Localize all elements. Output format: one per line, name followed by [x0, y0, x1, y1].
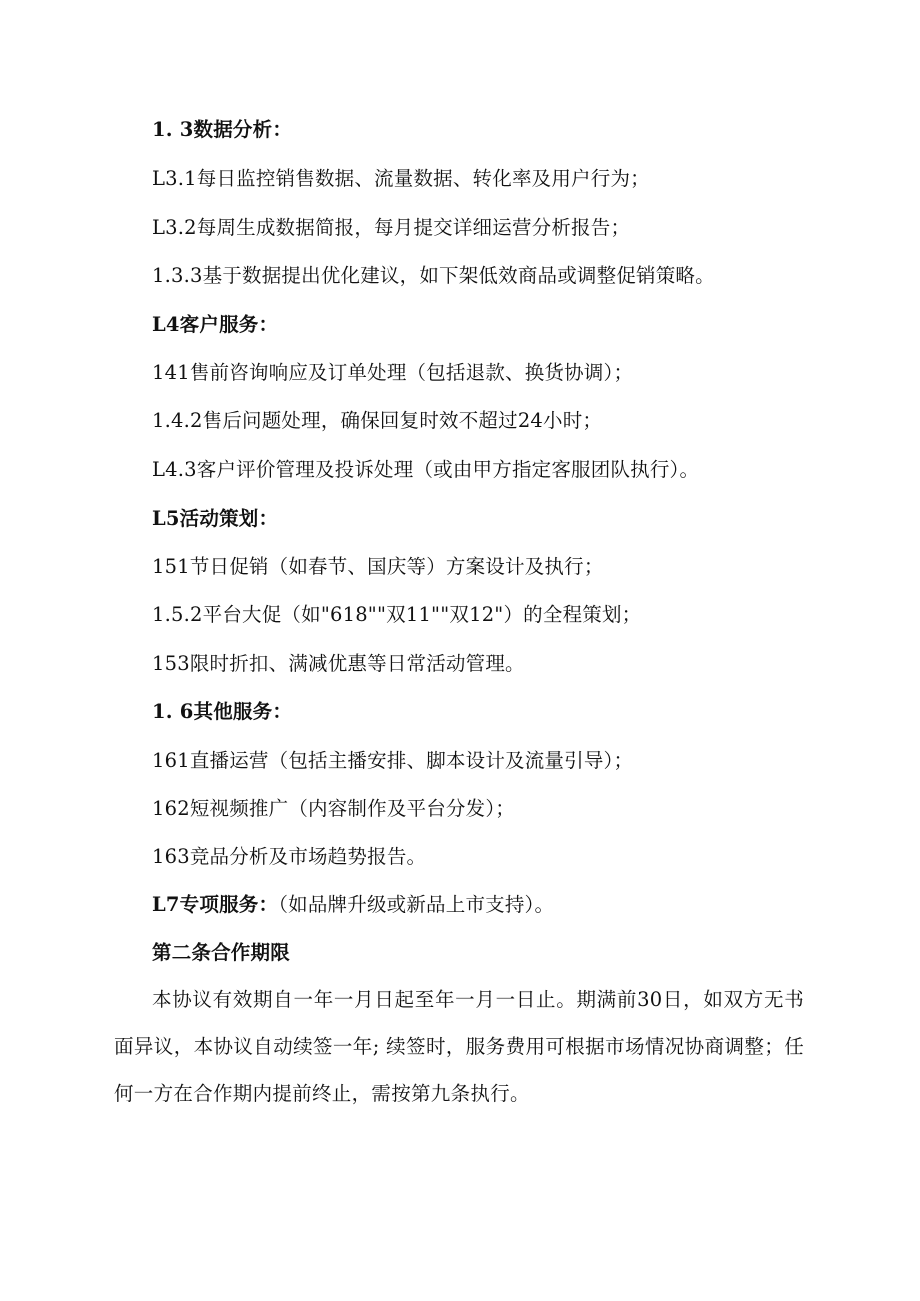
- section-heading-data-analysis: 1. 3数据分析：: [152, 118, 293, 141]
- list-item: 1.5.2平台大促（如"618""双11""双12"）的全程策划；: [152, 603, 642, 626]
- section-heading-other-services: 1. 6其他服务：: [152, 700, 293, 723]
- list-item: 1.3.3基于数据提出优化建议，如下架低效商品或调整促销策略。: [152, 264, 715, 287]
- list-item: 141售前咨询响应及订单处理（包括退款、换货协调）；: [152, 361, 634, 384]
- special-service-label: L7专项服务：: [152, 893, 279, 916]
- list-item: 151节日促销（如春节、国庆等）方案设计及执行；: [152, 555, 604, 578]
- list-item: 153限时折扣、满减优惠等日常活动管理。: [152, 652, 525, 675]
- list-item: L4.3客户评价管理及投诉处理（或由甲方指定客服团队执行）。: [152, 458, 700, 481]
- section-heading-event-planning: L5活动策划：: [152, 507, 279, 530]
- list-item: L3.2每周生成数据简报，每月提交详细运营分析报告；: [152, 216, 631, 239]
- special-service-line: [152, 892, 554, 918]
- special-service-text: （如品牌升级或新品上市支持）。: [278, 893, 555, 916]
- list-item: 162短视频推广（内容制作及平台分发）；: [152, 797, 515, 820]
- article-body: 本协议有效期自一年一月日起至年一月一日止。期满前30日，如双方无书面异议，本协议自动续签一年; 续签时，服务费用可根据市场情况协商调整；任何一方在合作期内提前终止，需按第九条执行。: [114, 988, 804, 1105]
- list-item: L3.1每日监控销售数据、流量数据、转化率及用户行为；: [152, 167, 650, 190]
- list-item: 1.4.2售后问题处理，确保回复时效不超过24小时；: [152, 409, 603, 432]
- list-item: 163竞品分析及市场趋势报告。: [152, 845, 427, 868]
- section-heading-customer-service: L4客户服务：: [152, 313, 279, 336]
- list-item: 161直播运营（包括主播安排、脚本设计及流量引导）；: [152, 749, 634, 772]
- article-heading: 第二条合作期限: [152, 941, 290, 964]
